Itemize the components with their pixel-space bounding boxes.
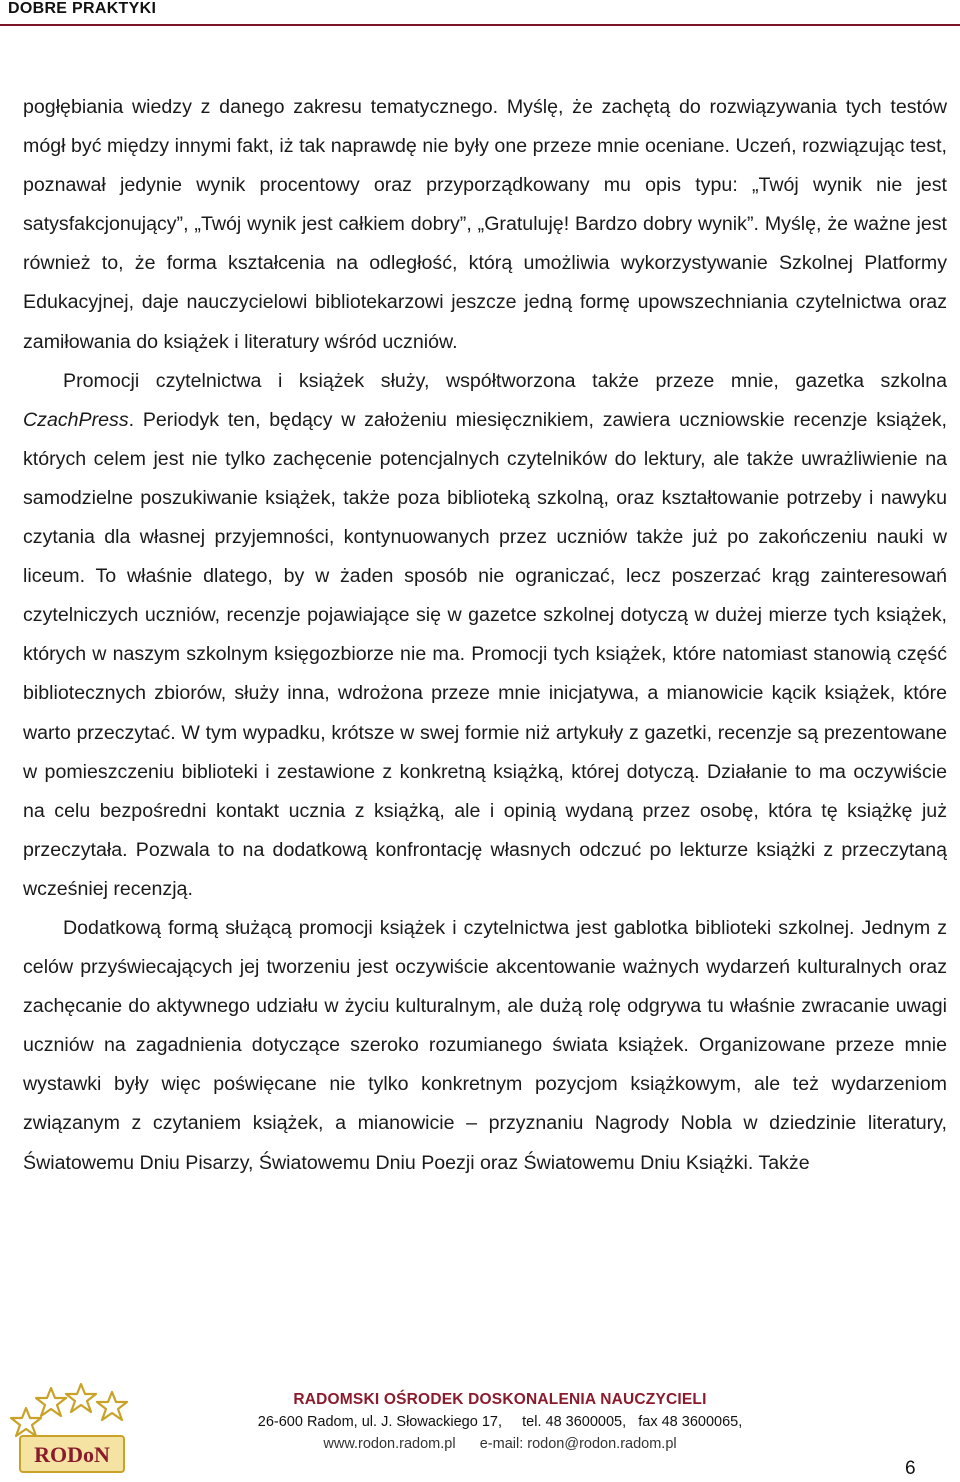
footer-contact bbox=[200, 1389, 800, 1455]
star-icon bbox=[36, 1388, 66, 1416]
paragraph-2-rest: . Periodyk ten, będący w założeniu miesięcznikiem, zawiera uczniowskie recenzje książek, których celem jest nie tylko zachęcenie potencjalnych czytelników do lektury, ale także uwrażliwienie na samodzielne poszukiwanie książek, także poza biblioteką szkolną, oraz kształtowanie potrzeby i nawyku czytania dla własnej przyjemności, kontynuowanych przez uczniów także już po zakończeniu nauki w liceum. To właśnie dlatego, by w żaden sposób nie ograniczać, lecz poszerzać krąg zainteresowań czytelniczych uczniów, recenzje pojawiające się w gazetce szkolnej dotyczą w dużej mierze tych książek, których w naszym szkolnym księgozbiorze nie ma. Promocji tych książek, które natomiast stanowią część bibliotecznych zbiorów, służy inna, wdrożona przeze mnie inicjatywa, a mianowicie kącik książek, które warto przeczytać. W tym wypadku, krótsze w swej formie niż artykuły z gazetki, recenzje są prezentowane w pomieszczeniu biblioteki i zestawione z konkretną książką, której dotyczą. Działanie to ma oczywiście na celu bezpośredni kontakt ucznia z książką, ale i opinią wydaną przez osobę, która tę książkę już przeczytała. Pozwala to na dodatkową konfrontację własnych odczuć po lekturze książki z przeczytaną wcześniej recenzją. bbox=[23, 408, 947, 900]
logo-text: RODoN bbox=[34, 1442, 110, 1467]
star-icon bbox=[11, 1408, 41, 1436]
star-icon bbox=[97, 1392, 127, 1420]
paragraph-1: pogłębiania wiedzy z danego zakresu tematycznego. Myślę, że zachętą do rozwiązywania tych testów mógł być między innymi fakt, iż tak naprawdę nie były one przeze mnie oceniane. Uczeń, rozwiązując test, poznawał jedynie wynik procentowy oraz przyporządkowany mu opis typu: „Twój wynik nie jest satysfakcjonujący”, „Twój wynik jest całkiem dobry”, „Gratuluję! Bardzo dobry wynik”. Myślę, że ważne jest również to, że forma kształcenia na odległość, którą umożliwia wykorzystywanie Szkolnej Platformy Edukacyjnej, daje nauczycielowi bibliotekarzowi jeszcze jedną formę upowszechniania czytelnictwa oraz zamiłowania do książek i literatury wśród uczniów. bbox=[23, 96, 947, 353]
paragraph-2 bbox=[23, 362, 947, 909]
star-icon bbox=[66, 1384, 96, 1412]
paragraph-2-start: Promocji czytelnictwa i książek służy, współtworzona także przeze mnie, gazetka szkolna bbox=[63, 369, 947, 392]
newspaper-title: CzachPress bbox=[23, 408, 129, 431]
footer-address: 26-600 Radom, ul. J. Słowackiego 17, tel. 48 3600005, fax 48 3600065, bbox=[257, 1414, 743, 1430]
paragraph-3: Dodatkową formą służącą promocji książek i czytelnictwa jest gablotka biblioteki szkolnej. Jednym z celów przyświecających jej tworzeniu jest oczywiście akcentowanie ważnych wydarzeń kulturalnych oraz zachęcanie do aktywnego udziału w życiu kulturalnym, ale dużą rolę odgrywa tu właśnie zwracanie uwagi uczniów na zagadnienia dotyczące szeroko rozumianego świata książek. Organizowane przeze mnie wystawki były więc poświęcane nie tylko konkretnym pozycjom książkowym, ale też wydarzeniom związanym z czytaniem książek, a mianowicie – przyznaniu Nagrody Nobla w dziedzinie literatury, Światowemu Dniu Pisarzy, Światowemu Dniu Poezji oraz Światowemu Dniu Książki. Także bbox=[23, 916, 947, 1174]
footer-web-email: www.rodon.radom.pl e-mail: rodon@rodon.radom.pl bbox=[323, 1436, 677, 1452]
page-footer bbox=[0, 1370, 960, 1482]
footer-organization: RADOMSKI OŚRODEK DOSKONALENIA NAUCZYCIELI bbox=[293, 1391, 707, 1408]
header-divider bbox=[0, 24, 960, 26]
article-body bbox=[23, 88, 947, 1183]
page-number: 6 bbox=[905, 1458, 916, 1479]
rodon-logo bbox=[6, 1380, 136, 1480]
header-title: DOBRE PRAKTYKI bbox=[8, 0, 157, 17]
page-header bbox=[0, 0, 960, 22]
